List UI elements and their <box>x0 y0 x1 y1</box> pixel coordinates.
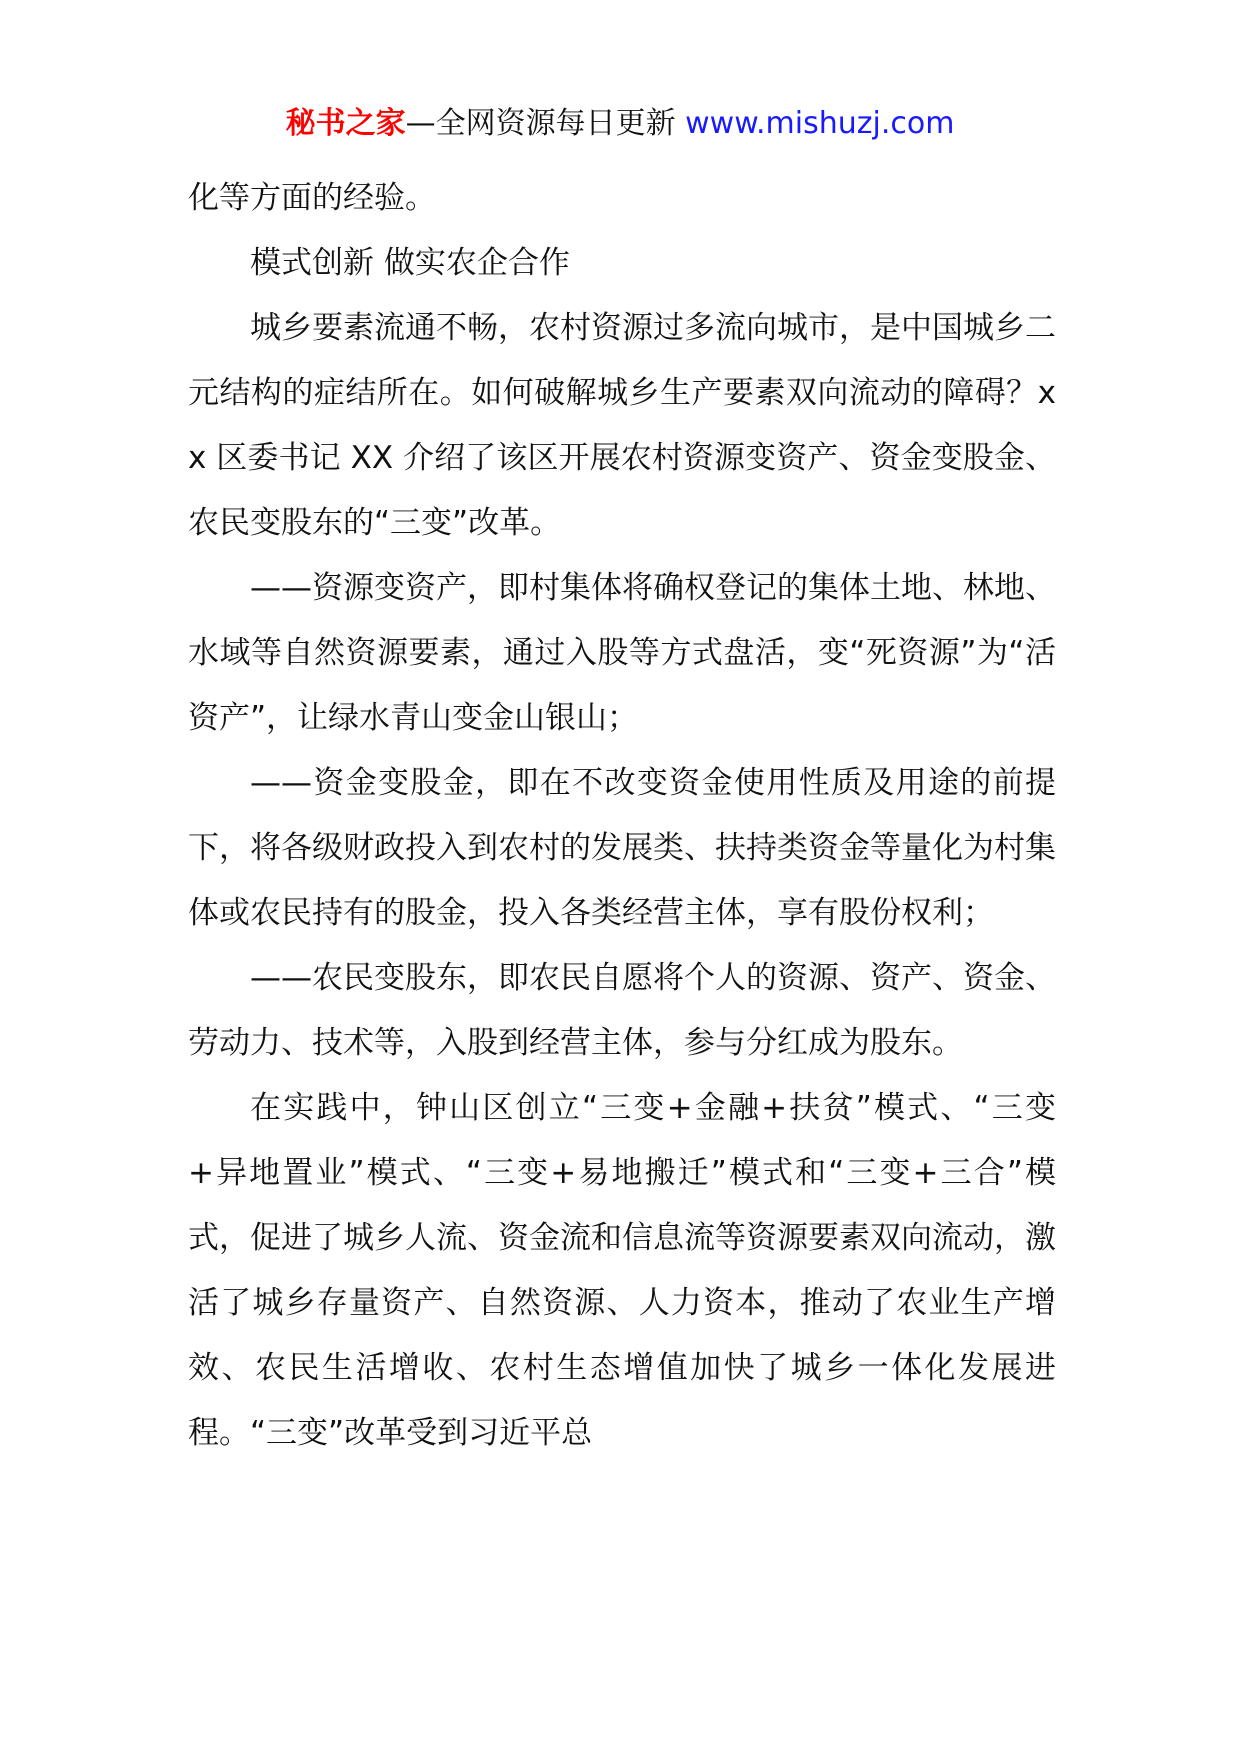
site-url-link[interactable]: www.mishuzj.com <box>685 106 955 141</box>
paragraph: 城乡要素流通不畅，农村资源过多流向城市，是中国城乡二元结构的症结所在。如何破解城乡生产要素双向流动的障碍？xx 区委书记 XX 介绍了该区开展农村资源变资产、资金变股金、农民变股东的“三变”改革。 <box>188 310 1056 541</box>
header-tagline: —全网资源每日更新 <box>405 106 676 141</box>
brand-name: 秘书之家 <box>285 106 406 141</box>
paragraph: ——农民变股东，即农民自愿将个人的资源、资产、资金、劳动力、技术等，入股到经营主体，参与分红成为股东。 <box>188 960 1056 1061</box>
paragraph: ——资源变资产，即村集体将确权登记的集体土地、林地、水域等自然资源要素，通过入股等方式盘活，变“死资源”为“活资产”，让绿水青山变金山银山； <box>188 570 1056 736</box>
paragraph: 在实践中，钟山区创立“三变+金融+扶贫”模式、“三变+异地置业”模式、“三变+易地搬迁”模式和“三变+三合”模式，促进了城乡人流、资金流和信息流等资源要素双向流动，激活了城乡存量资产、自然资源、人力资本，推动了农业生产增效、农民生活增收、农村生态增值加快了城乡一体化发展进程。“三变”改革受到习近平总 <box>188 1090 1056 1451</box>
page-header <box>0 104 1240 144</box>
paragraph: ——资金变股金，即在不改变资金使用性质及用途的前提下，将各级财政投入到农村的发展类、扶持类资金等量化为村集体或农民持有的股金，投入各类经营主体，享有股份权利； <box>188 765 1056 931</box>
paragraph-continuation: 化等方面的经验。 <box>188 180 436 216</box>
section-heading: 模式创新 做实农企合作 <box>250 245 570 281</box>
document-body <box>188 166 1056 1466</box>
